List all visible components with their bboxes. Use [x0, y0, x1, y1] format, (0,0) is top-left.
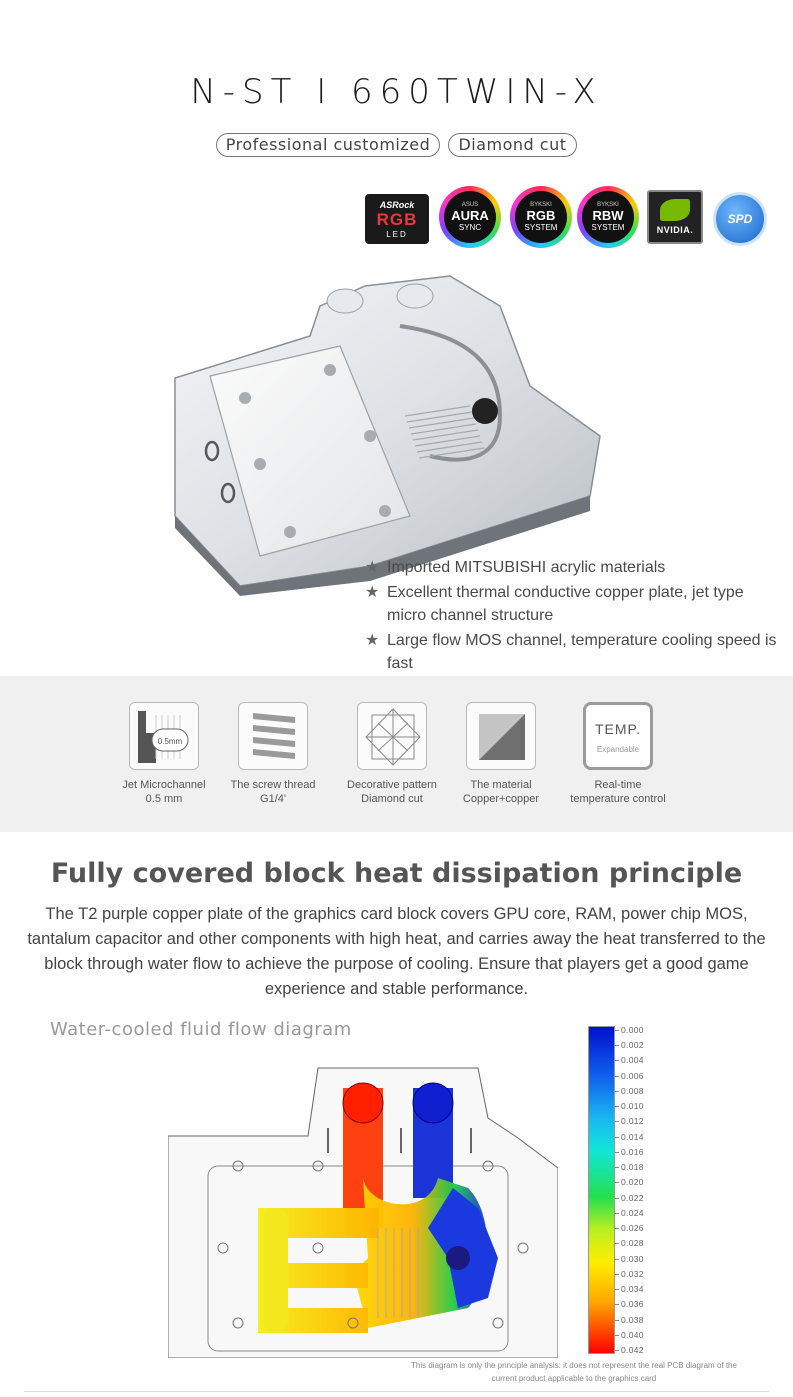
legend-tick-mark [615, 1243, 619, 1244]
divider [24, 1391, 769, 1392]
legend-tick-label: 0.040 [621, 1329, 644, 1340]
section-paragraph: The T2 purple copper plate of the graphics card block covers GPU core, RAM, power chip MOS, tantalum capacitor and other components with high heat, and carries away the heat transferred to the block through water flow to achieve the purpose of cooling. Ensure that players get a good game experience and stable performance. [27, 905, 766, 998]
spec-screw-thread: The screw thread G1/4' [208, 702, 338, 806]
legend-tick-mark [615, 1091, 619, 1092]
legend-tick-label: 0.030 [621, 1253, 644, 1264]
legend-tick-mark [615, 1030, 619, 1031]
legend-tick-label: 0.008 [621, 1085, 644, 1096]
legend-tick-mark [615, 1182, 619, 1183]
legend-tick-mark [615, 1198, 619, 1199]
legend-tick-mark [615, 1060, 619, 1061]
legend-tick-mark [615, 1335, 619, 1336]
feature-item: ★ Large flow MOS channel, temperature cooling speed is fast [365, 629, 785, 675]
legend-tick-label: 0.012 [621, 1116, 644, 1127]
section-heading: Fully covered block heat dissipation principle [50, 858, 743, 889]
legend-tick-mark [615, 1076, 619, 1077]
legend-tick-mark [615, 1228, 619, 1229]
legend-tick-mark [615, 1289, 619, 1290]
star-icon: ★ [365, 584, 380, 601]
legend-tick-mark [615, 1137, 619, 1138]
feature-list [365, 556, 785, 677]
legend-color-bar [588, 1026, 615, 1354]
legend-tick-label: 0.006 [621, 1070, 644, 1081]
star-icon: ★ [365, 632, 380, 649]
legend-tick-label: 0.042 [621, 1345, 644, 1355]
legend-tick-label: 0.004 [621, 1055, 644, 1066]
screw-thread-icon [238, 702, 308, 770]
feature-item: ★ Imported MITSUBISHI acrylic materials [365, 556, 785, 579]
legend-tick-mark [615, 1320, 619, 1321]
legend-tick-label: 0.038 [621, 1314, 644, 1325]
tag-professional-customized: Professional customized [216, 133, 440, 157]
spd-logo: SPD [713, 192, 767, 246]
bykski-rbw-system-logo: BYKSKI RBW SYSTEM [577, 186, 639, 248]
legend-tick-label: 0.018 [621, 1162, 644, 1173]
legend-tick-label: 0.026 [621, 1223, 644, 1234]
legend-tick-mark [615, 1259, 619, 1260]
feature-item: ★ Excellent thermal conductive copper plate, jet type micro channel structure [365, 581, 785, 627]
legend-tick-mark [615, 1304, 619, 1305]
water-block-product-image [170, 266, 610, 596]
bykski-rgb-system-logo: BYKSKI RGB SYSTEM [510, 186, 572, 248]
material-icon [466, 702, 536, 770]
microchannel-icon [129, 702, 199, 770]
legend-tick-mark [615, 1152, 619, 1153]
legend-tick-label: 0.010 [621, 1101, 644, 1112]
legend-tick-mark [615, 1167, 619, 1168]
flow-diagram-title: Water-cooled fluid flow diagram [50, 1019, 352, 1040]
legend-tick-label: 0.032 [621, 1268, 644, 1279]
legend-tick-label: 0.028 [621, 1238, 644, 1249]
nvidia-eye-icon [660, 199, 690, 221]
legend-tick-label: 0.024 [621, 1207, 644, 1218]
legend-tick-label: 0.002 [621, 1040, 644, 1051]
diagram-disclaimer: This diagram is only the principle analysis: it does not represent the real PCB diagram of the current product applicable to the graphics card [411, 1361, 737, 1383]
legend-tick-mark [615, 1213, 619, 1214]
legend-tick-mark [615, 1274, 619, 1275]
asus-aura-sync-logo: ASUS AURA SYNC [439, 186, 501, 248]
tag-diamond-cut: Diamond cut [448, 133, 577, 157]
diamond-icon [357, 702, 427, 770]
nvidia-logo: NVIDIA. [647, 190, 703, 244]
spec-band [0, 676, 793, 832]
asrock-rgb-led-logo: ASRock RGB LED [365, 194, 429, 244]
spec-material: The material Copper+copper [436, 702, 566, 806]
legend-tick-label: 0.000 [621, 1025, 644, 1035]
legend-tick-label: 0.036 [621, 1299, 644, 1310]
product-title: N-ST I 660TWIN-X [190, 72, 603, 112]
legend-tick-label: 0.022 [621, 1192, 644, 1203]
legend-tick-label: 0.020 [621, 1177, 644, 1188]
legend-tick-label: 0.034 [621, 1284, 644, 1295]
spec-decorative-pattern: Decorative pattern Diamond cut [327, 702, 457, 806]
fluid-flow-diagram [168, 1058, 558, 1358]
legend-tick-label: 0.016 [621, 1146, 644, 1157]
legend-tick-label: 0.014 [621, 1131, 644, 1142]
legend-tick-mark [615, 1045, 619, 1046]
spec-jet-microchannel: 0.5mm Jet Microchannel 0.5 mm [99, 702, 229, 806]
spec-temperature-control: TEMP. Expandable Real-time temperature control [553, 702, 683, 806]
legend-tick-mark [615, 1350, 619, 1351]
legend-tick-mark [615, 1106, 619, 1107]
flow-color-legend [588, 1026, 668, 1356]
temp-icon: TEMP. Expandable [583, 702, 653, 770]
svg-text:0.5mm: 0.5mm [157, 737, 183, 746]
star-icon: ★ [365, 559, 380, 576]
legend-tick-mark [615, 1121, 619, 1122]
